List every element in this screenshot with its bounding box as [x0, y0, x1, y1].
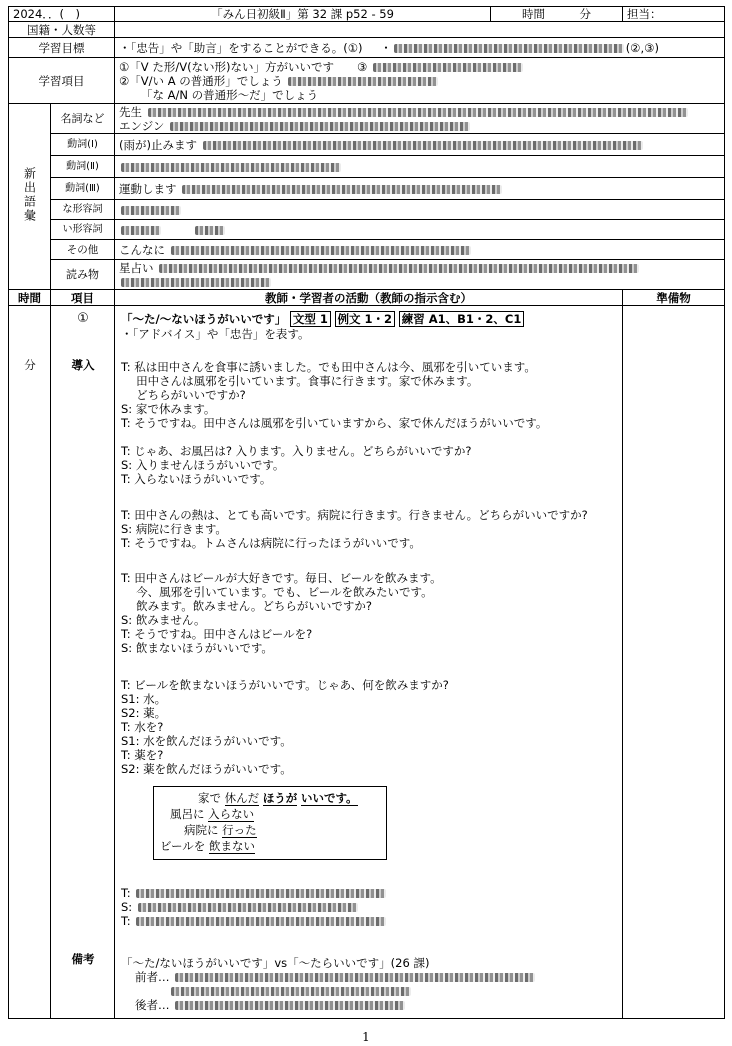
vocab-group-label: 新出語彙 [22, 167, 37, 223]
vocab-label: な形容詞 [51, 200, 115, 220]
dialogue-line: T: そうですね。田中さんはビールを? [121, 627, 313, 641]
vocab-value [115, 200, 725, 220]
dialogue-line: T: 薬を? [121, 748, 164, 762]
activity-body [121, 312, 621, 1012]
redacted-line [175, 973, 535, 982]
dialogue-line: 田中さんは風邪を引いています。食事に行きます。家で休みます。 [121, 374, 479, 388]
vocab-word: (雨が)止みます [119, 137, 197, 152]
vocab-word: こんなに [119, 242, 165, 257]
nationality-value [115, 22, 725, 38]
speaker: T: [121, 914, 131, 928]
time-column [9, 306, 51, 1019]
vocab-label: い形容詞 [51, 220, 115, 240]
redacted-line [171, 987, 411, 996]
prep-column [623, 306, 725, 1019]
dialogue-line: S: 入りませんほうがいいです。 [121, 458, 285, 472]
vocab-word: 運動します [119, 181, 177, 196]
redacted-vocab [159, 264, 639, 273]
step-number: ① [77, 311, 89, 326]
sample-row [198, 791, 358, 805]
dialogue-line: S: 飲みません。 [121, 613, 206, 627]
redacted-line [138, 903, 358, 912]
sample-iidesu: いいです。 [300, 791, 358, 805]
dialogue-line: S1: 水を飲んだほうがいいです。 [121, 734, 292, 748]
dialogue-line: T: 私は田中さんを食事に誘いました。でも田中さんは今、風邪を引いています。 [121, 360, 536, 374]
objective-text: ・「忠告」や「助言」をすることができる。(①) [119, 40, 363, 55]
vocab-group-cell [9, 104, 51, 290]
vocab-value [115, 240, 725, 260]
redacted-line [136, 917, 386, 926]
remarks-label: 備考 [71, 952, 95, 966]
vocab-label: 動詞(Ⅰ) [51, 134, 115, 156]
objective-value: ・「忠告」や「助言」をすることができる。(①) ・ (②,③) [115, 38, 725, 58]
closing-line [121, 900, 360, 914]
vocab-value [115, 220, 725, 240]
remark-label: 後者… [135, 998, 170, 1012]
dialogue-line: T: 田中さんの熱は、とても高いです。病院に行きます。行きません。どちらがいいですか? [121, 508, 588, 522]
header-prep: 準備物 [623, 290, 725, 306]
intro-label: 導入 [71, 358, 95, 372]
vocab-label: 読み物 [51, 260, 115, 290]
redacted-vocab [148, 108, 688, 117]
dialogue-line: T: 田中さんはビールが大好きです。毎日、ビールを飲みます。 [121, 571, 442, 585]
dialogue-line: S2: 薬。 [121, 706, 167, 720]
redacted-line [175, 1001, 405, 1010]
sample-word: ビールを [160, 839, 206, 853]
header-time: 時間 [9, 290, 51, 306]
course-title: 「みん日初級Ⅱ」第 32 課 p52 ‐ 59 [115, 7, 491, 22]
header-activity: 教師・学習者の活動（教師の指示含む） [115, 290, 623, 306]
tag-example: 例文 1・2 [335, 311, 396, 327]
remark-before [135, 970, 537, 984]
vocab-value [115, 178, 725, 200]
vocab-value [115, 134, 725, 156]
vocab-label: 動詞(Ⅱ) [51, 156, 115, 178]
redacted-vocab [121, 278, 271, 287]
item3: 「な A/N の普通形～だ」でしょう [141, 87, 319, 102]
dialogue-line: S2: 薬を飲んだほうがいいです。 [121, 762, 292, 776]
tag-pattern: 文型 1 [290, 311, 331, 327]
vocab-value [115, 260, 725, 290]
sample-row [160, 839, 255, 853]
vocab-word: 星占い [119, 260, 154, 275]
tag-practice: 練習 A1、B1・2、C1 [399, 311, 525, 327]
objective-tail: (②,③) [625, 40, 659, 55]
redacted-vocab [170, 122, 470, 131]
subtitle: ・「アドバイス」や「忠告」を表す。 [121, 327, 310, 341]
dialogue-line: T: じゃあ、お風呂は? 入ります。入りません。どちらがいいですか? [121, 444, 472, 458]
sample-row [170, 807, 254, 821]
item1-num: ③ [357, 59, 368, 74]
dialogue-line: S1: 水。 [121, 692, 167, 706]
item-column [51, 306, 115, 1019]
item1: ①「V た形/V(ない形)ない」方がいいです [119, 59, 335, 74]
dialogue-line: S: 飲まないほうがいいです。 [121, 641, 273, 655]
items-value [115, 58, 725, 104]
vocab-label: 動詞(Ⅲ) [51, 178, 115, 200]
closing-line [121, 886, 388, 900]
page-number: 1 [362, 1030, 370, 1044]
sample-houga: ほうが [262, 791, 298, 805]
redacted-line [136, 889, 386, 898]
vocab-label: 名詞など [51, 104, 115, 134]
minutes-label: 分 [24, 358, 36, 372]
vocab-label: その他 [51, 240, 115, 260]
time-cell: 時間 分 [491, 7, 623, 22]
dialogue-line: 今、風邪を引いています。でも、ビールを飲みたいです。 [121, 585, 433, 599]
remark-after [135, 998, 407, 1012]
sample-row [184, 823, 257, 837]
redacted-vocab [171, 246, 471, 255]
dialogue-line: S: 家で休みます。 [121, 402, 216, 416]
sample-sentence-box [153, 786, 387, 860]
grammar-title: 「～た/～ないほうがいいです」 [121, 312, 287, 326]
vocab-value [115, 156, 725, 178]
speaker: T: [121, 886, 131, 900]
objective-label: 学習目標 [9, 38, 115, 58]
header-item: 項目 [51, 290, 115, 306]
vocab-value [115, 104, 725, 134]
remark-title: 「～た/ないほうがいいです」vs「～たらいいです」(26 課) [121, 956, 430, 970]
dialogue-line: T: 水を? [121, 720, 164, 734]
remark-label: 前者… [135, 970, 170, 984]
redacted-vocab [182, 185, 502, 194]
sample-verb: 入らない [208, 807, 255, 821]
sample-verb: 行った [222, 823, 257, 837]
sample-word: 病院に [184, 823, 219, 837]
nationality-label: 国籍・人数等 [9, 22, 115, 38]
redacted-item [288, 77, 438, 86]
lesson-plan-table [8, 6, 725, 1019]
sample-word: 家で [198, 791, 221, 805]
closing-line [121, 914, 388, 928]
activity-title-line [121, 312, 524, 326]
redacted-vocab [121, 206, 181, 215]
item2: ②「V/い A の普通形」でしょう [119, 73, 283, 88]
person-cell: 担当： [623, 7, 725, 22]
speaker: S: [121, 900, 133, 914]
redacted-vocab [121, 226, 161, 235]
redacted-vocab [195, 226, 225, 235]
sample-verb: 飲まない [208, 839, 255, 853]
dialogue-line: T: そうですね。トムさんは病院に行ったほうがいいです。 [121, 536, 421, 550]
sample-verb: 休んだ [224, 791, 260, 805]
redacted-objective [394, 44, 624, 53]
vocab-word: 先生 [119, 104, 142, 119]
redacted-vocab [203, 141, 643, 150]
dialogue-line: T: ビールを飲まないほうがいいです。じゃあ、何を飲みますか? [121, 678, 449, 692]
vocab-word: エンジン [119, 118, 165, 133]
sample-word: 風呂に [170, 807, 205, 821]
remark-before-cont [169, 984, 413, 998]
date-cell: 2024．．( ) [9, 7, 115, 22]
dialogue-line: T: そうですね。田中さんは風邪を引いていますから、家で休んだほうがいいです。 [121, 416, 548, 430]
dialogue-line: T: 入らないほうがいいです。 [121, 472, 272, 486]
activity-column [115, 306, 623, 1019]
redacted-vocab [121, 163, 341, 172]
redacted-item [373, 63, 523, 72]
items-label: 学習項目 [9, 58, 115, 104]
dialogue-line: 飲みます。飲みません。どちらがいいですか? [121, 599, 373, 613]
dialogue-line: S: 病院に行きます。 [121, 522, 227, 536]
dialogue-line: どちらがいいですか? [121, 388, 246, 402]
